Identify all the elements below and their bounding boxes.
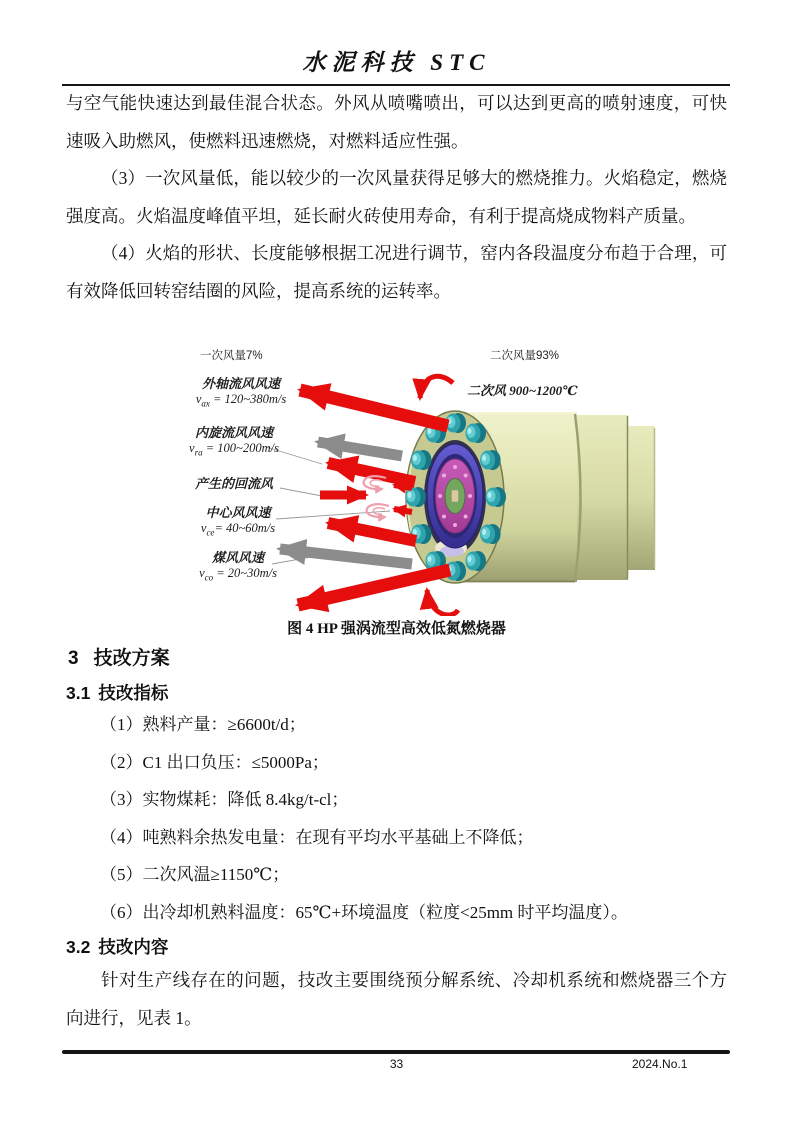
- section-heading-3-2: 3.2 技改内容: [66, 937, 169, 957]
- indicator-list: [66, 706, 727, 932]
- list-item: （3）实物煤耗：降低 8.4kg/t-cl；: [100, 790, 349, 810]
- primary-air-label: 一次风量7%: [200, 350, 263, 362]
- section-heading-3: 3 技改方案: [68, 648, 170, 669]
- annotation-inner-swirl: 内旋流风风速 $v_{ra}$ = 100~200m/s: [189, 425, 279, 458]
- annotation-outer-axial: 外轴流风风速 $v_{ax}$ = 120~380m/s: [195, 376, 287, 409]
- secondary-air-label: 二次风量93%: [490, 350, 560, 362]
- list-item: （4）吨熟料余热发电量：在现有平均水平基础上不降低；: [100, 827, 534, 847]
- body-paragraphs: [66, 85, 727, 311]
- journal-title: 水泥科技 STC: [302, 50, 491, 75]
- paragraph-3: （3）一次风量低，能以较少的一次风量获得足够大的燃烧推力。火焰稳定，燃烧强度高。火焰温度峰值平坦，延长耐火砖使用寿命，有利于提高烧成物料产质量。: [66, 168, 727, 226]
- annotation-coal-air: 煤风风速 $v_{co}$ = 20~30m/s: [199, 550, 277, 583]
- paragraph-continued: 与空气能快速达到最佳混合状态。外风从喷嘴喷出，可以达到更高的喷射速度，可快速吸入助燃风，使燃料迅速燃烧，对燃料适应性强。: [66, 93, 727, 151]
- annotation-recirculation: 产生的回流风: [194, 476, 273, 491]
- issue-label: 2024.No.1: [632, 1057, 688, 1071]
- paragraph: 针对生产线存在的问题，技改主要围绕预分解系统、冷却机系统和燃烧器三个方向进行，见表 1。: [66, 970, 727, 1028]
- secondary-air-temp-label: 二次风 900~1200℃: [467, 383, 578, 398]
- page-number: 33: [389, 1057, 404, 1071]
- content-paragraph-block: [66, 962, 727, 1037]
- list-item: （5）二次风温≥1150℃；: [100, 865, 290, 885]
- figure-caption: 图 4 HP 强涡流型高效低氮燃烧器: [287, 621, 506, 637]
- footer-rule: [62, 1050, 730, 1054]
- paragraph-4: （4）火焰的形状、长度能够根据工况进行调节，窑内各段温度分布趋于合理，可有效降低回转窑结圈的风险，提高系统的运转率。: [66, 243, 727, 301]
- list-item: （2）C1 出口负压：≤5000Pa；: [100, 752, 329, 772]
- list-item: （1）熟料产量：≥6600t/d；: [100, 715, 306, 734]
- section-heading-3-1: 3.1 技改指标: [66, 683, 169, 703]
- burner-figure: [150, 342, 670, 616]
- list-item: （6）出冷却机熟料温度：65℃+环境温度（粒度<25mm 时平均温度）。: [100, 902, 628, 922]
- annotation-center-air: 中心风风速 $v_{ce}=$ 40~60m/s: [200, 505, 276, 538]
